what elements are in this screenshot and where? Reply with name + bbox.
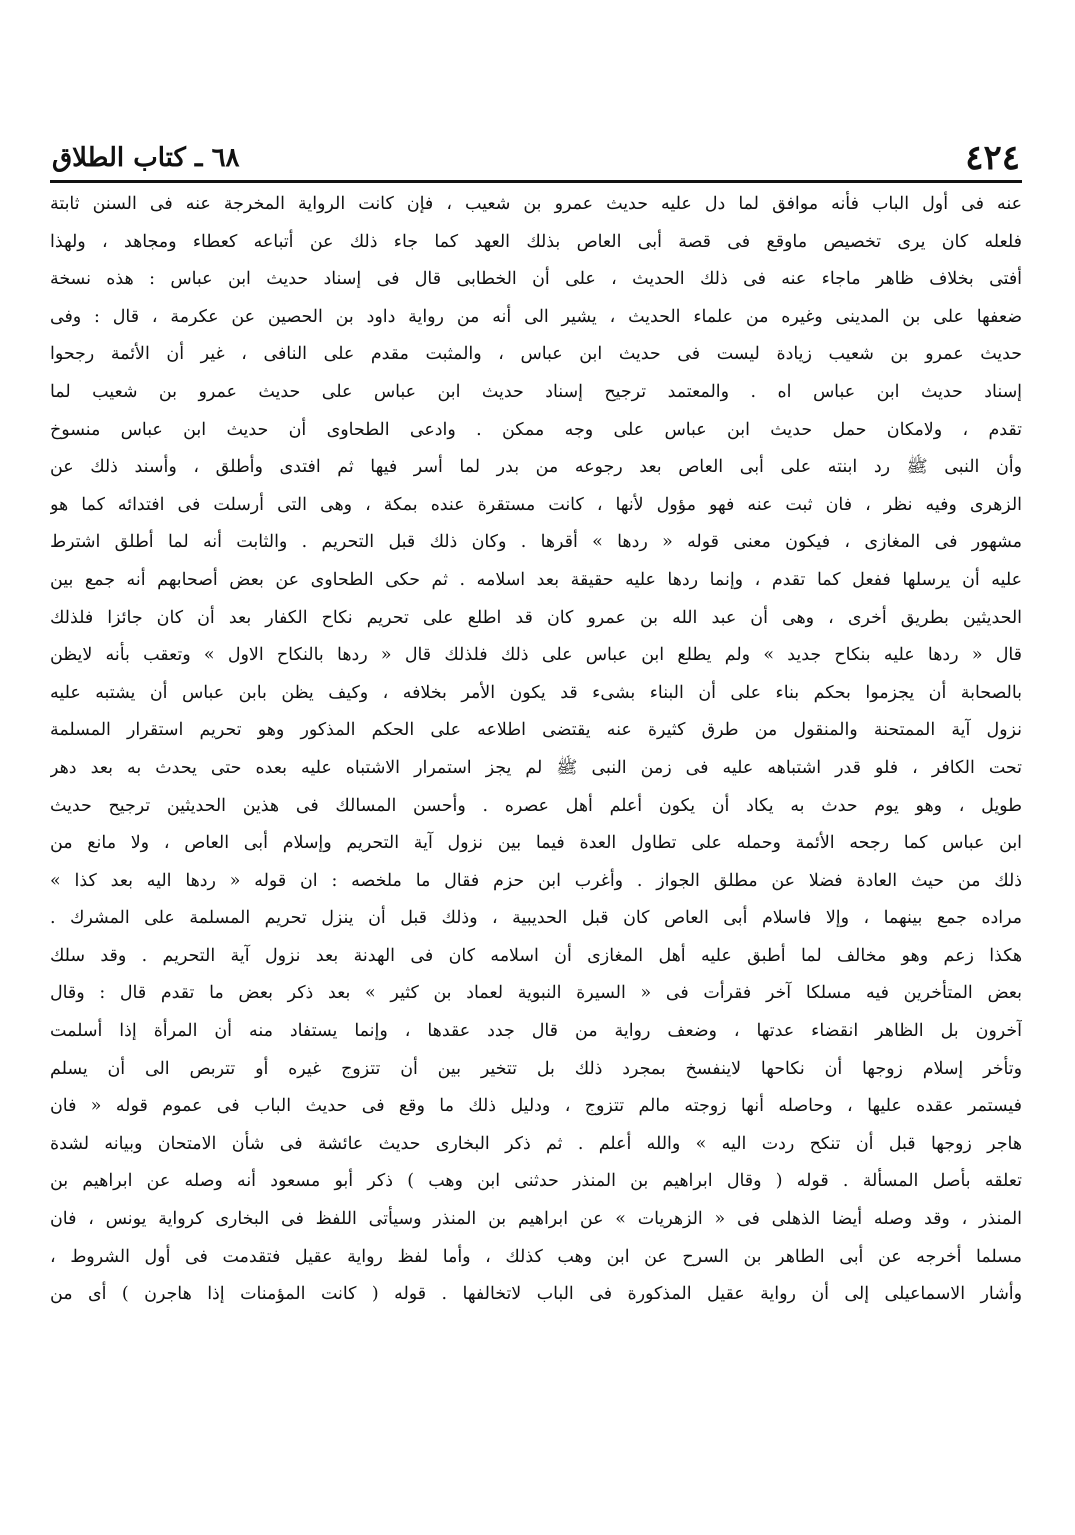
text-line: قال « ردها عليه بنكاح جديد » ولم يطلع ابن عباس على ذلك فلذلك قال « ردها بالنكاح الاول » وتعقب بأنه لايظن: [50, 645, 1022, 666]
text-line: هاجر زوجها قبل أن تنكح ردت اليه » والله أعلم . ثم ذكر البخارى حديث عائشة فى شأن الامتحان وبيانه لشدة: [50, 1133, 1022, 1154]
text-line: هكذا زعم وهو مخالف لما أطبق عليه أهل المغازى أن اسلامه كان فى الهدنة بعد نزول آية التحريم . وقد سلك: [50, 945, 1022, 966]
text-line: مراده جمع بينهما ، وإلا فاسلام أبى العاص كان قبل الحديبية ، وذلك قبل أن ينزل تحريم المسلمة على المشرك .: [50, 908, 1022, 929]
text-line: تعلقه بأصل المسألة . قوله ( وقال ابراهيم بن المنذر حدثنى ابن وهب ) ذكر أبو مسعود أنه وصله عن ابراهيم بن: [50, 1171, 1022, 1192]
text-line: فيستمر عقده عليها ، وحاصله أنها زوجته مالم تتزوج ، ودليل ذلك ما وقع فى حديث الباب فى عموم قوله « فان: [50, 1096, 1022, 1117]
page-header: [52, 138, 1020, 178]
header-rule: [50, 180, 1022, 183]
text-line: آخرون بل الظاهر انقضاء عدتها ، وضعف رواية من قال جدد عقدها ، وإنما يستفاد منه أن المرأة إذا أسلمت: [50, 1021, 1022, 1042]
text-line: عليه أن يرسلها ففعل كما تقدم ، وإنما ردها عليه حقيقة بعد اسلامه . ثم حكى الطحاوى عن بعض أصحابهم أنه جمع بين: [50, 569, 1022, 590]
text-line: إسناد حديث ابن عباس اه . والمعتمد ترجيح إسناد حديث ابن عباس على حديث عمرو بن شعيب لما: [50, 381, 1022, 402]
text-line: ابن عباس كما رجحه الأئمة وحمله على تطاول العدة فيما بين نزول آية التحريم وإسلام أبى العاص ، ولا مانع من: [50, 833, 1022, 854]
chapter-title: ٦٨ ـ كتاب الطلاق: [52, 143, 240, 173]
page-number: ٤٢٤: [965, 138, 1020, 178]
text-line: وتأخر إسلام زوجها أن نكاحها لاينفسخ بمجرد ذلك بل تتخير بين أن تتزوج غيره أو تتربص الى أن يسلم: [50, 1058, 1022, 1079]
text-line: فلعله كان يرى تخصيص ماوقع فى قصة أبى العاص بذلك العهد كما جاء ذلك عن أتباعه كعطاء ومجاهد ، ولهذا: [50, 231, 1022, 252]
text-line: مشهور فى المغازى ، فيكون معنى قوله « ردها » أقرها . وكان ذلك قبل التحريم . والثابت أنه لما أطلق اشترط: [50, 532, 1022, 553]
text-line: مسلما أخرجه عن أبى الطاهر بن السرح عن ابن وهب كذلك ، وأما لفظ رواية عقيل فتقدمت فى أول الشروط ،: [50, 1246, 1022, 1267]
text-line: أفتى بخلاف ظاهر ماجاء عنه فى ذلك الحديث ، على أن الخطابى قال فى إسناد حديث ابن عباس : هذه نسخة: [50, 269, 1022, 290]
text-line: وأشار الاسماعيلى إلى أن رواية عقيل المذكورة فى الباب لاتخالفها . قوله ( كانت المؤمنات إذا هاجرن ) أى من: [50, 1284, 1022, 1305]
text-line: حديث عمرو بن شعيب زيادة ليست فى حديث ابن عباس ، والمثبت مقدم على النافى ، غير أن الأئمة رجحوا: [50, 344, 1022, 365]
text-line: وأن النبى ﷺ رد ابنته على أبى العاص بعد رجوعه من بدر لما أسر فيها ثم افتدى وأطلق ، وأسند ذلك عن: [50, 457, 1022, 478]
text-line: بالصحابة أن يجزموا بحكم بناء على أن البناء بشىء قد يكون الأمر بخلافه ، وكيف يظن بابن عباس أن يشتبه عليه: [50, 682, 1022, 703]
text-line: عنه فى أول الباب فأنه موافق لما دل عليه حديث عمرو بن شعيب ، فإن كانت الرواية المخرجة عنه فى السنن ثابتة: [50, 194, 1022, 214]
text-line: الحديثين بطريق أخرى ، وهى أن عبد الله بن عمرو كان قد اطلع على تحريم نكاح الكفار بعد أن كان جائزا فلذلك: [50, 607, 1022, 628]
body-text: [50, 186, 1022, 1314]
text-line: بعض المتأخرين فيه مسلكا آخر فقرأت فى « السيرة النبوية لعماد بن كثير » بعد ذكر بعض ما تقدم قال : وقال: [50, 983, 1022, 1004]
text-line: تقدم ، ولامكان حمل حديث ابن عباس على وجه ممكن . وادعى الطحاوى أن حديث ابن عباس منسوخ: [50, 419, 1022, 440]
text-line: نزول آية الممتحنة والمنقول من طرق كثيرة عنه يقتضى اطلاعه على الحكم المذكور وهو تحريم استقرار المسلمة: [50, 720, 1022, 741]
text-line: تحت الكافر ، فلو قدر اشتباهه عليه فى زمن النبى ﷺ لم يجز استمرار الاشتباه عليه بعده حتى يحدث به بعد دهر: [50, 757, 1022, 778]
text-line: ذلك من حيث العادة فضلا عن مطلق الجواز . وأغرب ابن حزم فقال ما ملخصه : ان قوله « ردها اليه بعد كذا »: [50, 870, 1022, 891]
text-line: طويل ، وهو يوم حدث به يكاد أن يكون أعلم أهل عصره . وأحسن المسالك فى هذين الحديثين ترجيح حديث: [50, 795, 1022, 816]
text-line: المنذر ، وقد وصله أيضا الذهلى فى « الزهريات » عن ابراهيم بن المنذر وسيأتى اللفظ فى البخارى كرواية يونس ، فان: [50, 1209, 1022, 1230]
text-line: ضعفها على بن المدينى وغيره من علماء الحديث ، يشير الى أنه من رواية داود بن الحصين عن عكرمة ، قال : وفى: [50, 306, 1022, 327]
text-line: الزهرى وفيه نظر ، فان ثبت عنه فهو مؤول لأنها ، كانت مستقرة عنده بمكة ، وهى التى أرسلت فى افتدائه كما هو: [50, 494, 1022, 515]
